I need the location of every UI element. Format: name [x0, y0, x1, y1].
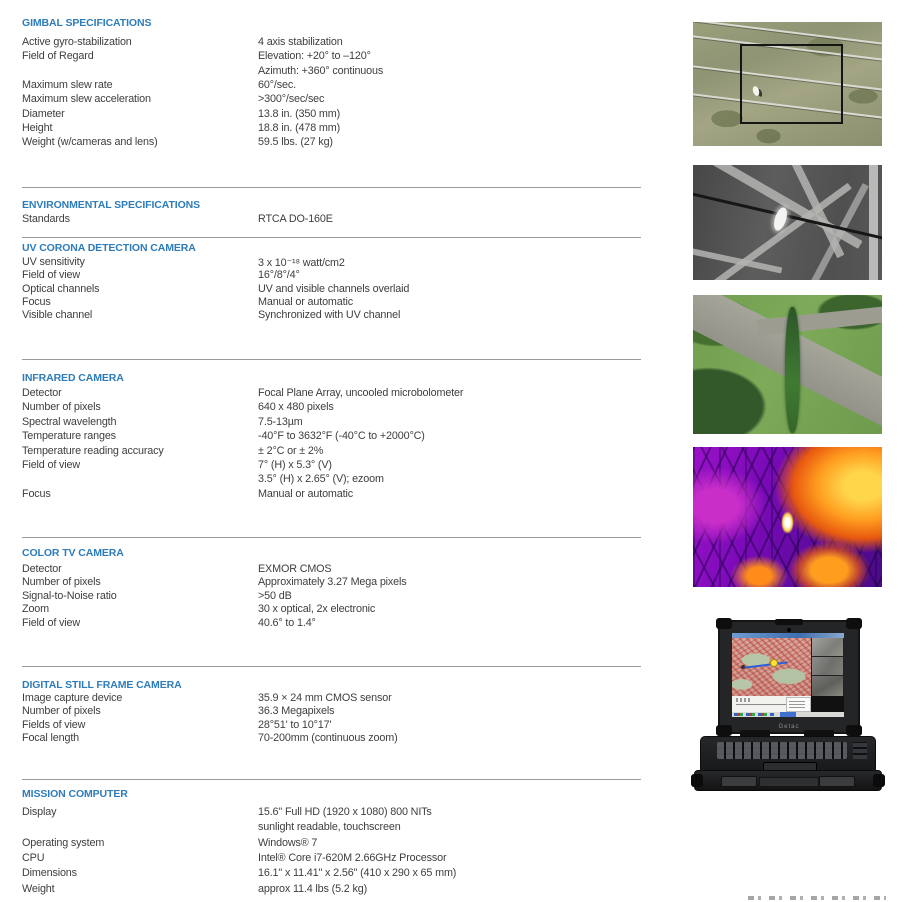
spec-value: Approximately 3.27 Mega pixels [258, 576, 407, 589]
spec-value: 28°51' to 10°17' [258, 718, 332, 731]
taskbar [732, 712, 844, 717]
spec-row [22, 617, 642, 630]
spec-label: UV sensitivity [22, 256, 85, 268]
color-tv-aerial-photo [693, 295, 882, 434]
section-divider [22, 359, 641, 360]
section-title: GIMBAL SPECIFICATIONS [22, 17, 152, 29]
spec-value: 18.8 in. (478 mm) [258, 121, 341, 134]
spec-row [22, 401, 642, 414]
spec-row [22, 416, 642, 429]
spec-row [22, 806, 642, 819]
section-title: UV CORONA DETECTION CAMERA [22, 242, 196, 254]
waypoint-marker [770, 659, 778, 667]
spec-label: Detector [22, 563, 62, 575]
spec-label: Height [22, 121, 53, 134]
spec-row [22, 473, 642, 486]
spec-row [22, 459, 642, 472]
spec-label: Field of view [22, 269, 81, 282]
spec-value: Elevation: +20° to –120° [258, 50, 371, 63]
spec-value: Azimuth: +360° continuous [258, 64, 384, 77]
spec-value: EXMOR CMOS [258, 563, 332, 575]
laptop-brand-logo: Getac [778, 724, 800, 730]
spec-row [22, 692, 642, 705]
spec-label: Field of view [22, 616, 81, 629]
spec-value: Manual or automatic [258, 487, 353, 500]
spec-label: Visible channel [22, 309, 93, 322]
spec-value: Synchronized with UV channel [258, 309, 401, 322]
spec-row [22, 309, 642, 322]
road-branch [757, 306, 882, 336]
section-divider [22, 779, 641, 780]
mission-computer-laptop-photo [692, 620, 882, 793]
spec-label: Zoom [22, 603, 49, 616]
keyboard [717, 742, 847, 759]
spec-value: Manual or automatic [258, 295, 353, 308]
spec-value: 60°/sec. [258, 78, 296, 91]
spec-row [22, 837, 642, 850]
section-divider [22, 237, 641, 238]
laptop-lid [718, 620, 860, 734]
spec-value: 16°/8°/4° [258, 269, 300, 282]
spec-value: 70-200mm (continuous zoom) [258, 732, 398, 745]
corner-bumper [846, 618, 862, 629]
video-feed [812, 638, 843, 656]
section-divider [22, 187, 641, 188]
spec-value: sunlight readable, touchscreen [258, 821, 401, 834]
taskbar-active-item [780, 712, 796, 717]
route-endpoint [741, 665, 745, 669]
spec-label: Standards [22, 213, 70, 225]
timeline-panel [732, 696, 811, 712]
lid-latch [775, 619, 803, 625]
spec-label: Weight (w/cameras and lens) [22, 136, 158, 149]
spec-row [22, 821, 642, 834]
spec-value: 7° (H) x 5.3° (V) [258, 459, 332, 471]
spec-label: Optical channels [22, 282, 100, 295]
video-feed [812, 657, 843, 675]
spec-label: Image capture device [22, 692, 123, 704]
spec-row [22, 122, 642, 135]
spec-row [22, 283, 642, 296]
spec-row [22, 603, 642, 616]
spec-label: Field of view [22, 459, 81, 471]
spec-label: Fields of view [22, 718, 86, 731]
spec-label: Spectral wavelength [22, 415, 117, 428]
spec-row [22, 732, 642, 745]
section-title: COLOR TV CAMERA [22, 547, 124, 559]
spec-value: 4 axis stabilization [258, 36, 343, 48]
status-subpanel [786, 697, 811, 712]
camera-feed-panels [811, 638, 844, 696]
spec-value: 40.6° to 1.4° [258, 616, 316, 629]
rubber-foot [691, 774, 703, 787]
spec-label: Field of Regard [22, 50, 94, 63]
front-latch [819, 776, 855, 787]
spec-row [22, 213, 642, 226]
spec-label: Weight [22, 882, 55, 895]
spec-label: Dimensions [22, 867, 77, 880]
spec-label: CPU [22, 851, 45, 864]
spec-row [22, 50, 642, 63]
spec-row [22, 867, 642, 880]
spec-label: Operating system [22, 836, 105, 849]
spec-value: 640 x 480 pixels [258, 401, 334, 414]
spec-value: Focal Plane Array, uncooled microbolometer [258, 387, 464, 399]
map-view [732, 638, 811, 696]
spec-row [22, 256, 642, 269]
spec-label: Diameter [22, 107, 65, 120]
spec-row [22, 136, 642, 149]
spec-label: Number of pixels [22, 401, 101, 414]
spec-label: Temperature reading accuracy [22, 444, 164, 457]
spec-row [22, 445, 642, 458]
spec-row [22, 705, 642, 718]
spec-row [22, 79, 642, 92]
spec-value: 3.5° (H) x 2.65° (V); ezoom [258, 473, 384, 486]
section-divider [22, 666, 641, 667]
spec-value: 7.5-13µm [258, 415, 303, 428]
spec-value: RTCA DO-160E [258, 213, 333, 225]
spec-label: Maximum slew rate [22, 78, 113, 91]
target-box-overlay [740, 44, 843, 124]
spec-value: ± 2°C or ± 2% [258, 444, 324, 457]
flight-route-line [744, 661, 788, 668]
spec-value: 15.6" Full HD (1920 x 1080) 800 NITs [258, 806, 432, 818]
spec-row [22, 719, 642, 732]
spec-row [22, 36, 642, 49]
spec-label: Focus [22, 487, 51, 500]
spec-label: Number of pixels [22, 576, 101, 589]
spec-label: Display [22, 806, 57, 818]
section-title: INFRARED CAMERA [22, 372, 124, 384]
timeline-controls [736, 698, 752, 702]
taskbar-icons [734, 713, 774, 716]
spec-row [22, 488, 642, 501]
spec-value: 35.9 × 24 mm CMOS sensor [258, 692, 392, 704]
spec-label: Number of pixels [22, 705, 101, 718]
spec-row [22, 93, 642, 106]
spec-row [22, 883, 642, 896]
section-divider [22, 537, 641, 538]
spec-label: Active gyro-stabilization [22, 36, 132, 48]
video-feed [812, 676, 843, 696]
spec-value: >300°/sec/sec [258, 93, 325, 106]
spec-row [22, 576, 642, 589]
front-latch [721, 776, 757, 787]
spec-value: 30 x optical, 2x electronic [258, 603, 376, 616]
spec-label: Signal-to-Noise ratio [22, 589, 117, 602]
keyboard-side-keys [853, 742, 867, 759]
spec-label: Focus [22, 295, 51, 308]
spec-label: Detector [22, 387, 62, 399]
spec-value: UV and visible channels overlaid [258, 282, 410, 295]
spec-label: Temperature ranges [22, 430, 116, 443]
spec-row [22, 387, 642, 400]
spec-row [22, 65, 642, 78]
spec-row [22, 108, 642, 121]
spec-row [22, 296, 642, 309]
spec-value: approx 11.4 lbs (5.2 kg) [258, 882, 368, 895]
section-title: DIGITAL STILL FRAME CAMERA [22, 679, 182, 691]
spec-value: >50 dB [258, 589, 292, 602]
spec-value: -40°F to 3632°F (-40°C to +2000°C) [258, 430, 425, 443]
uv-corona-detection-photo [693, 165, 882, 280]
spec-label: Focal length [22, 732, 80, 745]
infrared-thermal-photo [693, 447, 882, 587]
spec-value: Windows® 7 [258, 836, 318, 849]
front-plate [759, 777, 819, 787]
section-title: ENVIRONMENTAL SPECIFICATIONS [22, 199, 201, 211]
spec-value: 59.5 lbs. (27 kg) [258, 136, 333, 149]
spec-value: 3 x 10⁻¹⁸ watt/cm2 [258, 257, 345, 269]
corner-bumper [716, 618, 732, 629]
cut-off-caption-fragment [748, 896, 886, 900]
spec-label: Maximum slew acceleration [22, 93, 151, 106]
spec-row [22, 852, 642, 865]
spec-value: Intel® Core i7-620M 2.66GHz Processor [258, 851, 447, 864]
section-title: MISSION COMPUTER [22, 788, 128, 800]
laptop-front-edge [694, 770, 882, 791]
rubber-foot [873, 774, 885, 787]
laptop-screen [732, 633, 844, 717]
spec-value: 36.3 Megapixels [258, 705, 335, 718]
spec-row [22, 563, 642, 576]
spec-row [22, 590, 642, 603]
webcam [787, 628, 791, 632]
tree-column [785, 307, 800, 433]
laptop-base [700, 736, 876, 774]
tower-leg [869, 165, 878, 280]
spec-row [22, 430, 642, 443]
spec-row [22, 269, 642, 282]
spec-value: 16.1" x 11.41" x 2.56" (410 x 290 x 65 mm) [258, 867, 457, 880]
visible-light-aerial-photo [693, 22, 882, 146]
spec-value: 13.8 in. (350 mm) [258, 107, 341, 120]
